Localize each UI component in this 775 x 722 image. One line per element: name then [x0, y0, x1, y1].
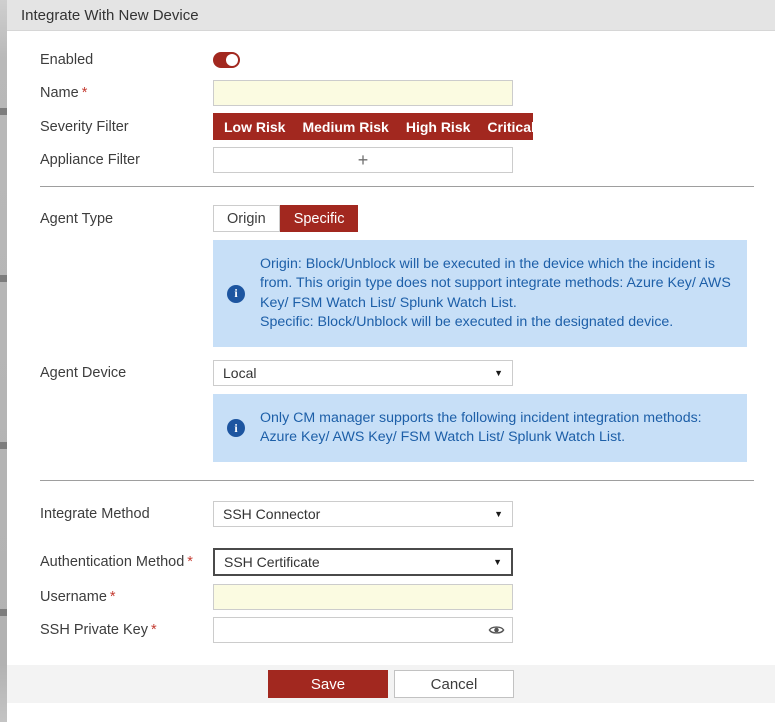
integrate-method-row	[40, 501, 754, 527]
info-line: Origin: Block/Unblock will be executed in the device which the incident is from. This origin type does not support integrate methods: Azure Key/ AWS Key/ FSM Watch List/ Splunk Watch List.	[260, 255, 731, 311]
eye-icon[interactable]	[488, 622, 505, 639]
agent-type-info-text	[260, 255, 733, 332]
agent-device-info-text	[260, 409, 733, 448]
appliance-filter-label: Appliance Filter	[40, 152, 140, 168]
integrate-method-dropdown[interactable]	[213, 501, 513, 527]
agent-type-option-specific[interactable]: Specific	[280, 205, 359, 232]
background-page-edge	[0, 0, 7, 722]
agent-type-segmented-control	[213, 205, 358, 232]
authentication-method-value: SSH Certificate	[224, 554, 320, 570]
username-row	[40, 584, 754, 610]
dialog-titlebar	[7, 0, 775, 31]
severity-filter-bar	[213, 113, 533, 140]
plus-icon: +	[357, 150, 369, 170]
integrate-method-value: SSH Connector	[223, 506, 321, 522]
ssh-private-key-row	[40, 617, 754, 643]
agent-device-row	[40, 360, 754, 386]
section-divider	[40, 480, 754, 481]
enabled-label: Enabled	[40, 52, 94, 68]
integrate-method-label: Integrate Method	[40, 506, 150, 522]
agent-type-option-origin[interactable]: Origin	[213, 205, 280, 232]
toggle-knob-icon	[226, 54, 238, 66]
info-line: Only CM manager supports the following incident integration methods: Azure Key/ AWS Key/ FSM Watch List/ Splunk Watch List.	[260, 409, 702, 445]
agent-device-dropdown[interactable]	[213, 360, 513, 386]
severity-option-medium-risk[interactable]: Medium Risk	[302, 118, 389, 135]
severity-option-low-risk[interactable]: Low Risk	[224, 118, 286, 135]
required-asterisk: *	[109, 589, 116, 605]
severity-filter-label: Severity Filter	[40, 118, 129, 135]
appliance-filter-add-button[interactable]	[213, 147, 513, 173]
agent-device-info-box	[213, 394, 747, 462]
agent-type-info-box	[213, 240, 747, 347]
username-input[interactable]	[213, 584, 513, 610]
agent-type-row	[40, 205, 754, 232]
chevron-down-icon: ▼	[494, 368, 503, 378]
authentication-method-dropdown[interactable]	[213, 548, 513, 576]
severity-option-critical[interactable]: Critical	[487, 118, 535, 135]
ssh-private-key-label: SSH Private Key *	[40, 622, 157, 638]
agent-type-label: Agent Type	[40, 210, 114, 227]
name-row	[40, 80, 754, 106]
chevron-down-icon: ▼	[493, 557, 502, 567]
save-button[interactable]: Save	[268, 670, 388, 698]
cancel-button[interactable]: Cancel	[394, 670, 514, 698]
info-line: Specific: Block/Unblock will be executed in the designated device.	[260, 313, 674, 330]
dialog-footer	[7, 665, 775, 703]
info-icon: i	[227, 419, 245, 437]
name-input[interactable]	[213, 80, 513, 106]
severity-filter-row	[40, 113, 754, 140]
enabled-row	[40, 47, 754, 73]
dialog-title: Integrate With New Device	[21, 6, 199, 24]
name-label: Name *	[40, 85, 88, 101]
severity-option-high-risk[interactable]: High Risk	[405, 118, 471, 135]
authentication-method-row	[40, 548, 754, 576]
info-icon: i	[227, 285, 245, 303]
required-asterisk: *	[151, 622, 157, 638]
username-label: Username *	[40, 589, 116, 605]
chevron-down-icon: ▼	[494, 509, 503, 519]
agent-device-value: Local	[223, 365, 257, 381]
ssh-private-key-field	[213, 617, 513, 643]
ssh-private-key-input[interactable]	[213, 617, 513, 643]
appliance-filter-row	[40, 147, 754, 173]
integrate-device-dialog	[7, 0, 775, 722]
required-asterisk: *	[81, 85, 88, 101]
authentication-method-label: Authentication Method *	[40, 554, 193, 570]
enabled-toggle[interactable]	[213, 52, 240, 68]
section-divider	[40, 186, 754, 187]
integrate-device-form	[7, 31, 775, 703]
required-asterisk: *	[187, 554, 193, 570]
agent-device-label: Agent Device	[40, 365, 127, 381]
